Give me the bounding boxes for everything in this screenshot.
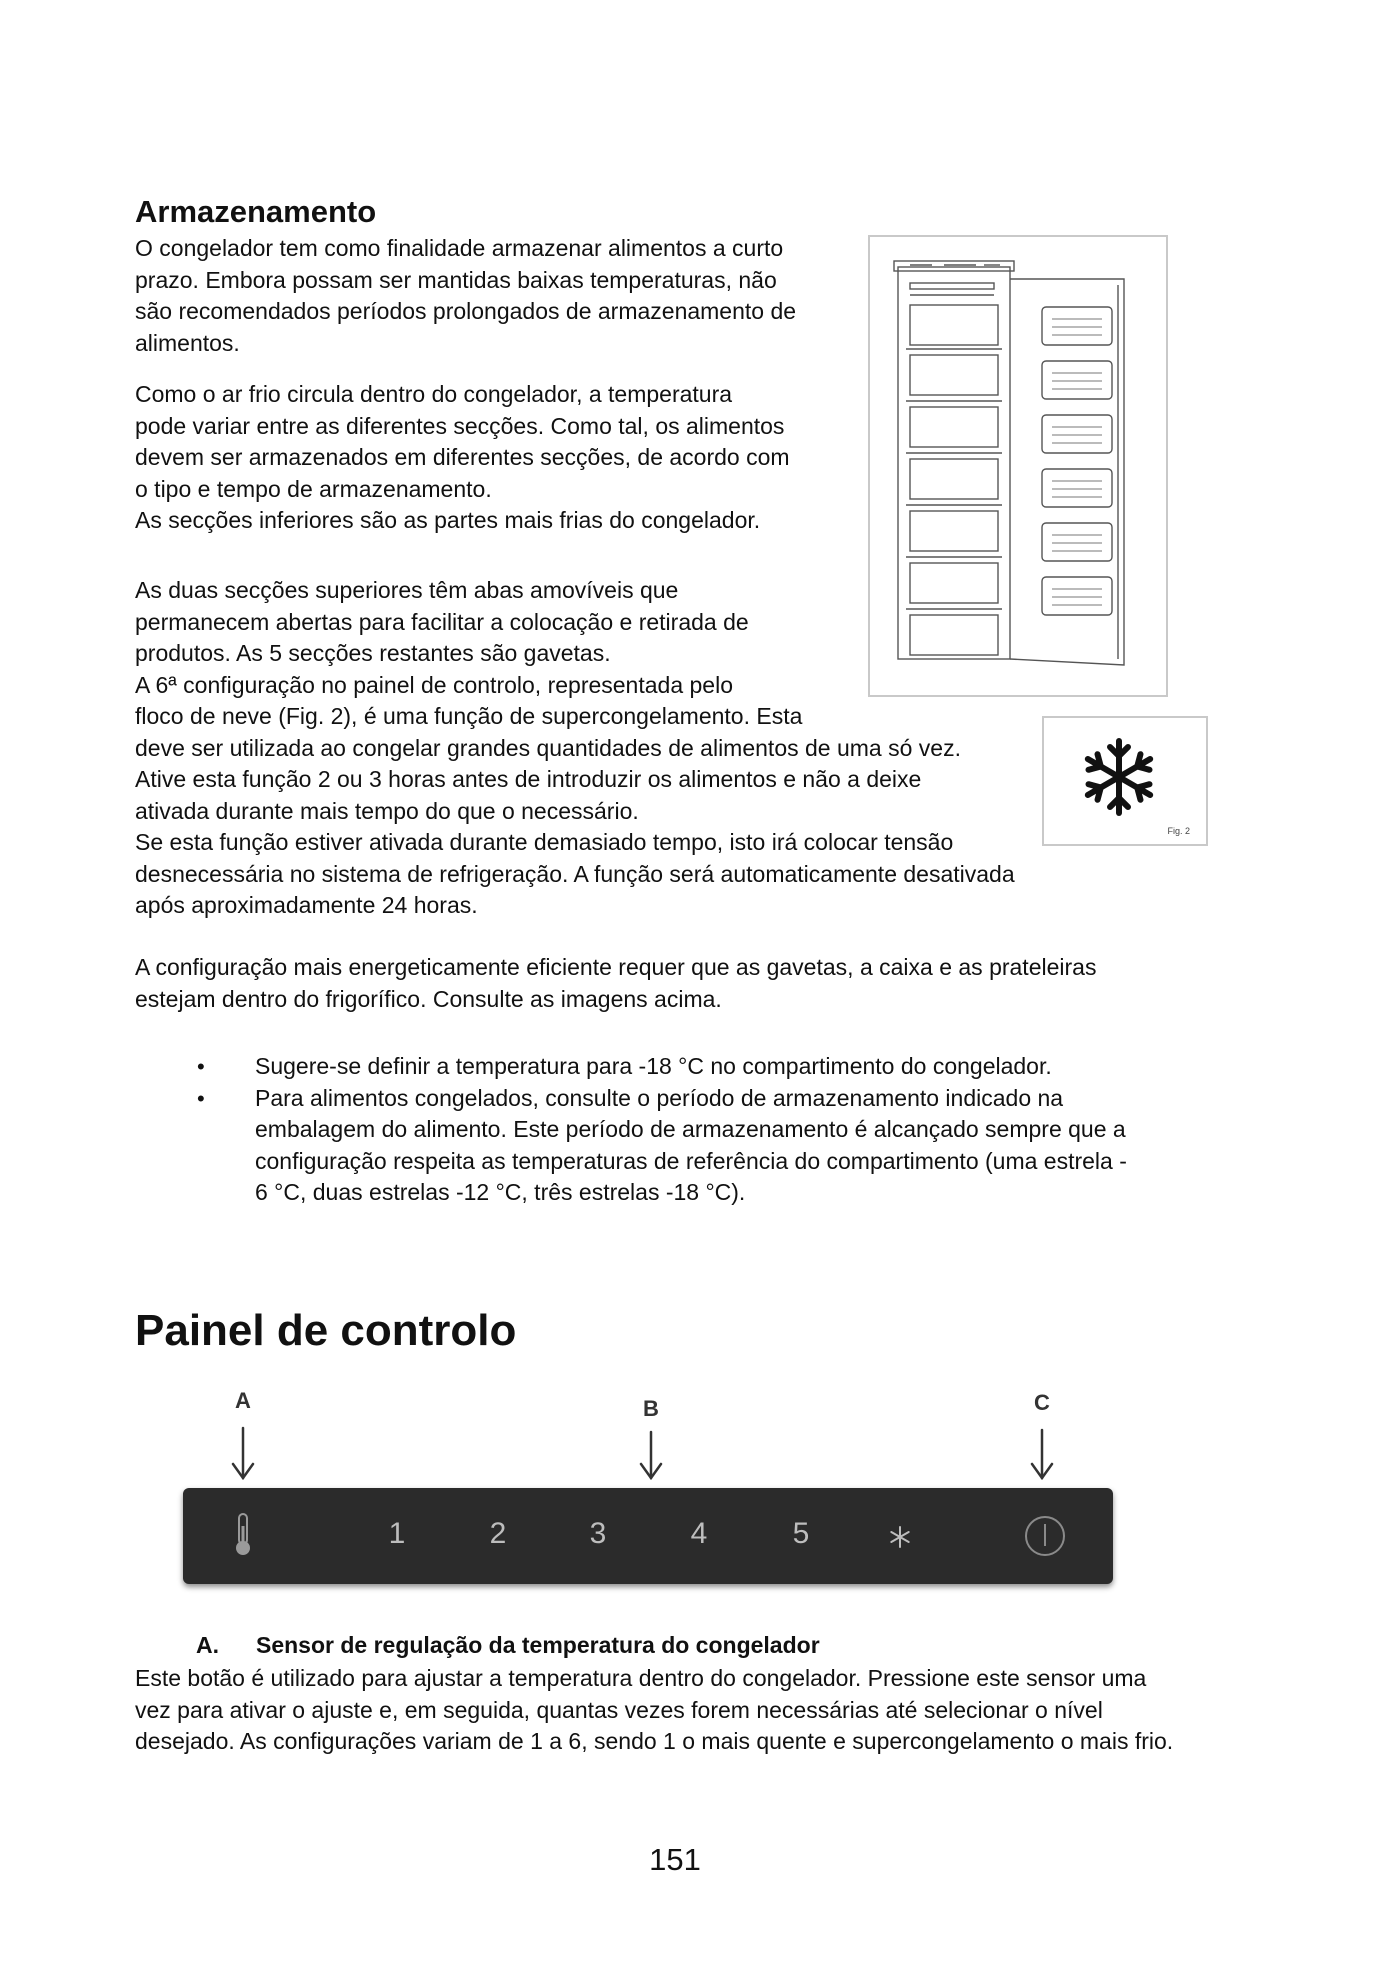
section-a-title: Sensor de regulação da temperatura do congelador xyxy=(256,1632,820,1658)
text-line: pode variar entre as diferentes secções. Como tal, os alimentos xyxy=(135,412,785,439)
marker-b-label: B xyxy=(643,1396,659,1421)
text-line: 6 °C, duas estrelas -12 °C, três estrelas -18 °C). xyxy=(255,1179,746,1205)
text-line: Se esta função estiver ativada durante demasiado tempo, isto irá colocar tensão xyxy=(135,829,954,855)
text-line: ativada durante mais tempo do que o necessário. xyxy=(135,797,639,824)
text-line: produtos. As 5 secções restantes são gavetas. xyxy=(135,640,611,666)
level-1-button[interactable]: 1 xyxy=(388,1517,406,1550)
marker-arrows xyxy=(0,1420,1400,1490)
arrow-down-icon xyxy=(233,1428,253,1478)
storage-paragraph-1 xyxy=(135,233,796,359)
level-4-button[interactable]: 4 xyxy=(690,1517,708,1550)
text-line: • Sugere-se definir a temperatura para -18 °C no compartimento do congelador. xyxy=(255,1053,1052,1079)
fig2-box xyxy=(1042,716,1208,846)
section-a-description xyxy=(135,1663,1173,1758)
storage-bullet-list xyxy=(135,1051,1127,1209)
text-line: após aproximadamente 24 horas. xyxy=(135,892,478,918)
marker-c-label: C xyxy=(1034,1390,1050,1415)
thermometer-icon[interactable] xyxy=(233,1512,253,1558)
text-line: prazo. Embora possam ser mantidas baixas temperaturas, não xyxy=(135,266,777,293)
text-line: floco de neve (Fig. 2), é uma função de supercongelamento. Esta xyxy=(135,703,803,729)
text-line: O congelador tem como finalidade armazenar alimentos a curto xyxy=(135,235,784,261)
storage-paragraph-2 xyxy=(135,379,790,537)
text-line: o tipo e tempo de armazenamento. xyxy=(135,475,492,502)
text-line: desnecessária no sistema de refrigeração. A função será automaticamente desativada xyxy=(135,860,1015,887)
storage-paragraph-4 xyxy=(135,952,1096,1015)
text-line: embalagem do alimento. Este período de armazenamento é alcançado sempre que a xyxy=(255,1116,1126,1142)
freezer-drawing xyxy=(870,237,1166,695)
freezer-illustration xyxy=(868,235,1168,697)
text-line: permanecem abertas para facilitar a colocação e retirada de xyxy=(135,608,749,635)
text-line: vez para ativar o ajuste e, em seguida, quantas vezes forem necessárias até selecionar o nível xyxy=(135,1696,1103,1723)
text-line: desejado. As configurações variam de 1 a 6, sendo 1 o mais quente e supercongelamento o mais frio. xyxy=(135,1728,1174,1754)
arrow-down-icon xyxy=(1032,1430,1052,1478)
text-line: A configuração mais energeticamente eficiente requer que as gavetas, a caixa e as prateleiras xyxy=(135,954,1097,980)
text-line: As duas secções superiores têm abas amovíveis que xyxy=(135,577,679,603)
bullet-item xyxy=(135,1083,1127,1209)
text-line: alimentos. xyxy=(135,329,240,356)
text-line: deve ser utilizada ao congelar grandes quantidades de alimentos de uma só vez. xyxy=(135,734,961,761)
fig2-label: Fig. 2 xyxy=(1167,826,1190,836)
text-line: • Para alimentos congelados, consulte o período de armazenamento indicado na xyxy=(255,1084,1064,1111)
power-icon[interactable] xyxy=(1023,1514,1067,1558)
level-3-button[interactable]: 3 xyxy=(589,1517,607,1550)
text-line: são recomendados períodos prolongados de armazenamento de xyxy=(135,298,797,324)
text-line: Como o ar frio circula dentro do congelador, a temperatura xyxy=(135,381,733,407)
snowflake-icon xyxy=(1076,734,1162,820)
level-2-button[interactable]: 2 xyxy=(489,1517,507,1550)
control-panel-heading: Painel de controlo xyxy=(135,1306,517,1355)
page-number: 151 xyxy=(649,1842,701,1877)
bullet-item xyxy=(135,1051,1127,1083)
marker-a-label: A xyxy=(235,1388,251,1413)
text-line: configuração respeita as temperaturas de referência do compartimento (uma estrela - xyxy=(255,1147,1127,1174)
text-line: As secções inferiores são as partes mais frias do congelador. xyxy=(135,507,761,533)
section-a-letter: A. xyxy=(196,1632,219,1658)
text-line: devem ser armazenados em diferentes secções, de acordo com xyxy=(135,444,790,470)
control-panel-bar xyxy=(183,1488,1113,1584)
storage-heading: Armazenamento xyxy=(135,194,377,229)
level-5-button[interactable]: 5 xyxy=(792,1517,810,1550)
text-line: Este botão é utilizado para ajustar a temperatura dentro do congelador. Pressione este sensor uma xyxy=(135,1665,1147,1691)
snowflake-icon[interactable] xyxy=(888,1525,912,1549)
arrow-down-icon xyxy=(641,1432,661,1478)
text-line: A 6ª configuração no painel de controlo, representada pelo xyxy=(135,671,733,698)
text-line: Ative esta função 2 ou 3 horas antes de introduzir os alimentos e não a deixe xyxy=(135,766,922,792)
text-line: estejam dentro do frigorífico. Consulte as imagens acima. xyxy=(135,985,722,1012)
